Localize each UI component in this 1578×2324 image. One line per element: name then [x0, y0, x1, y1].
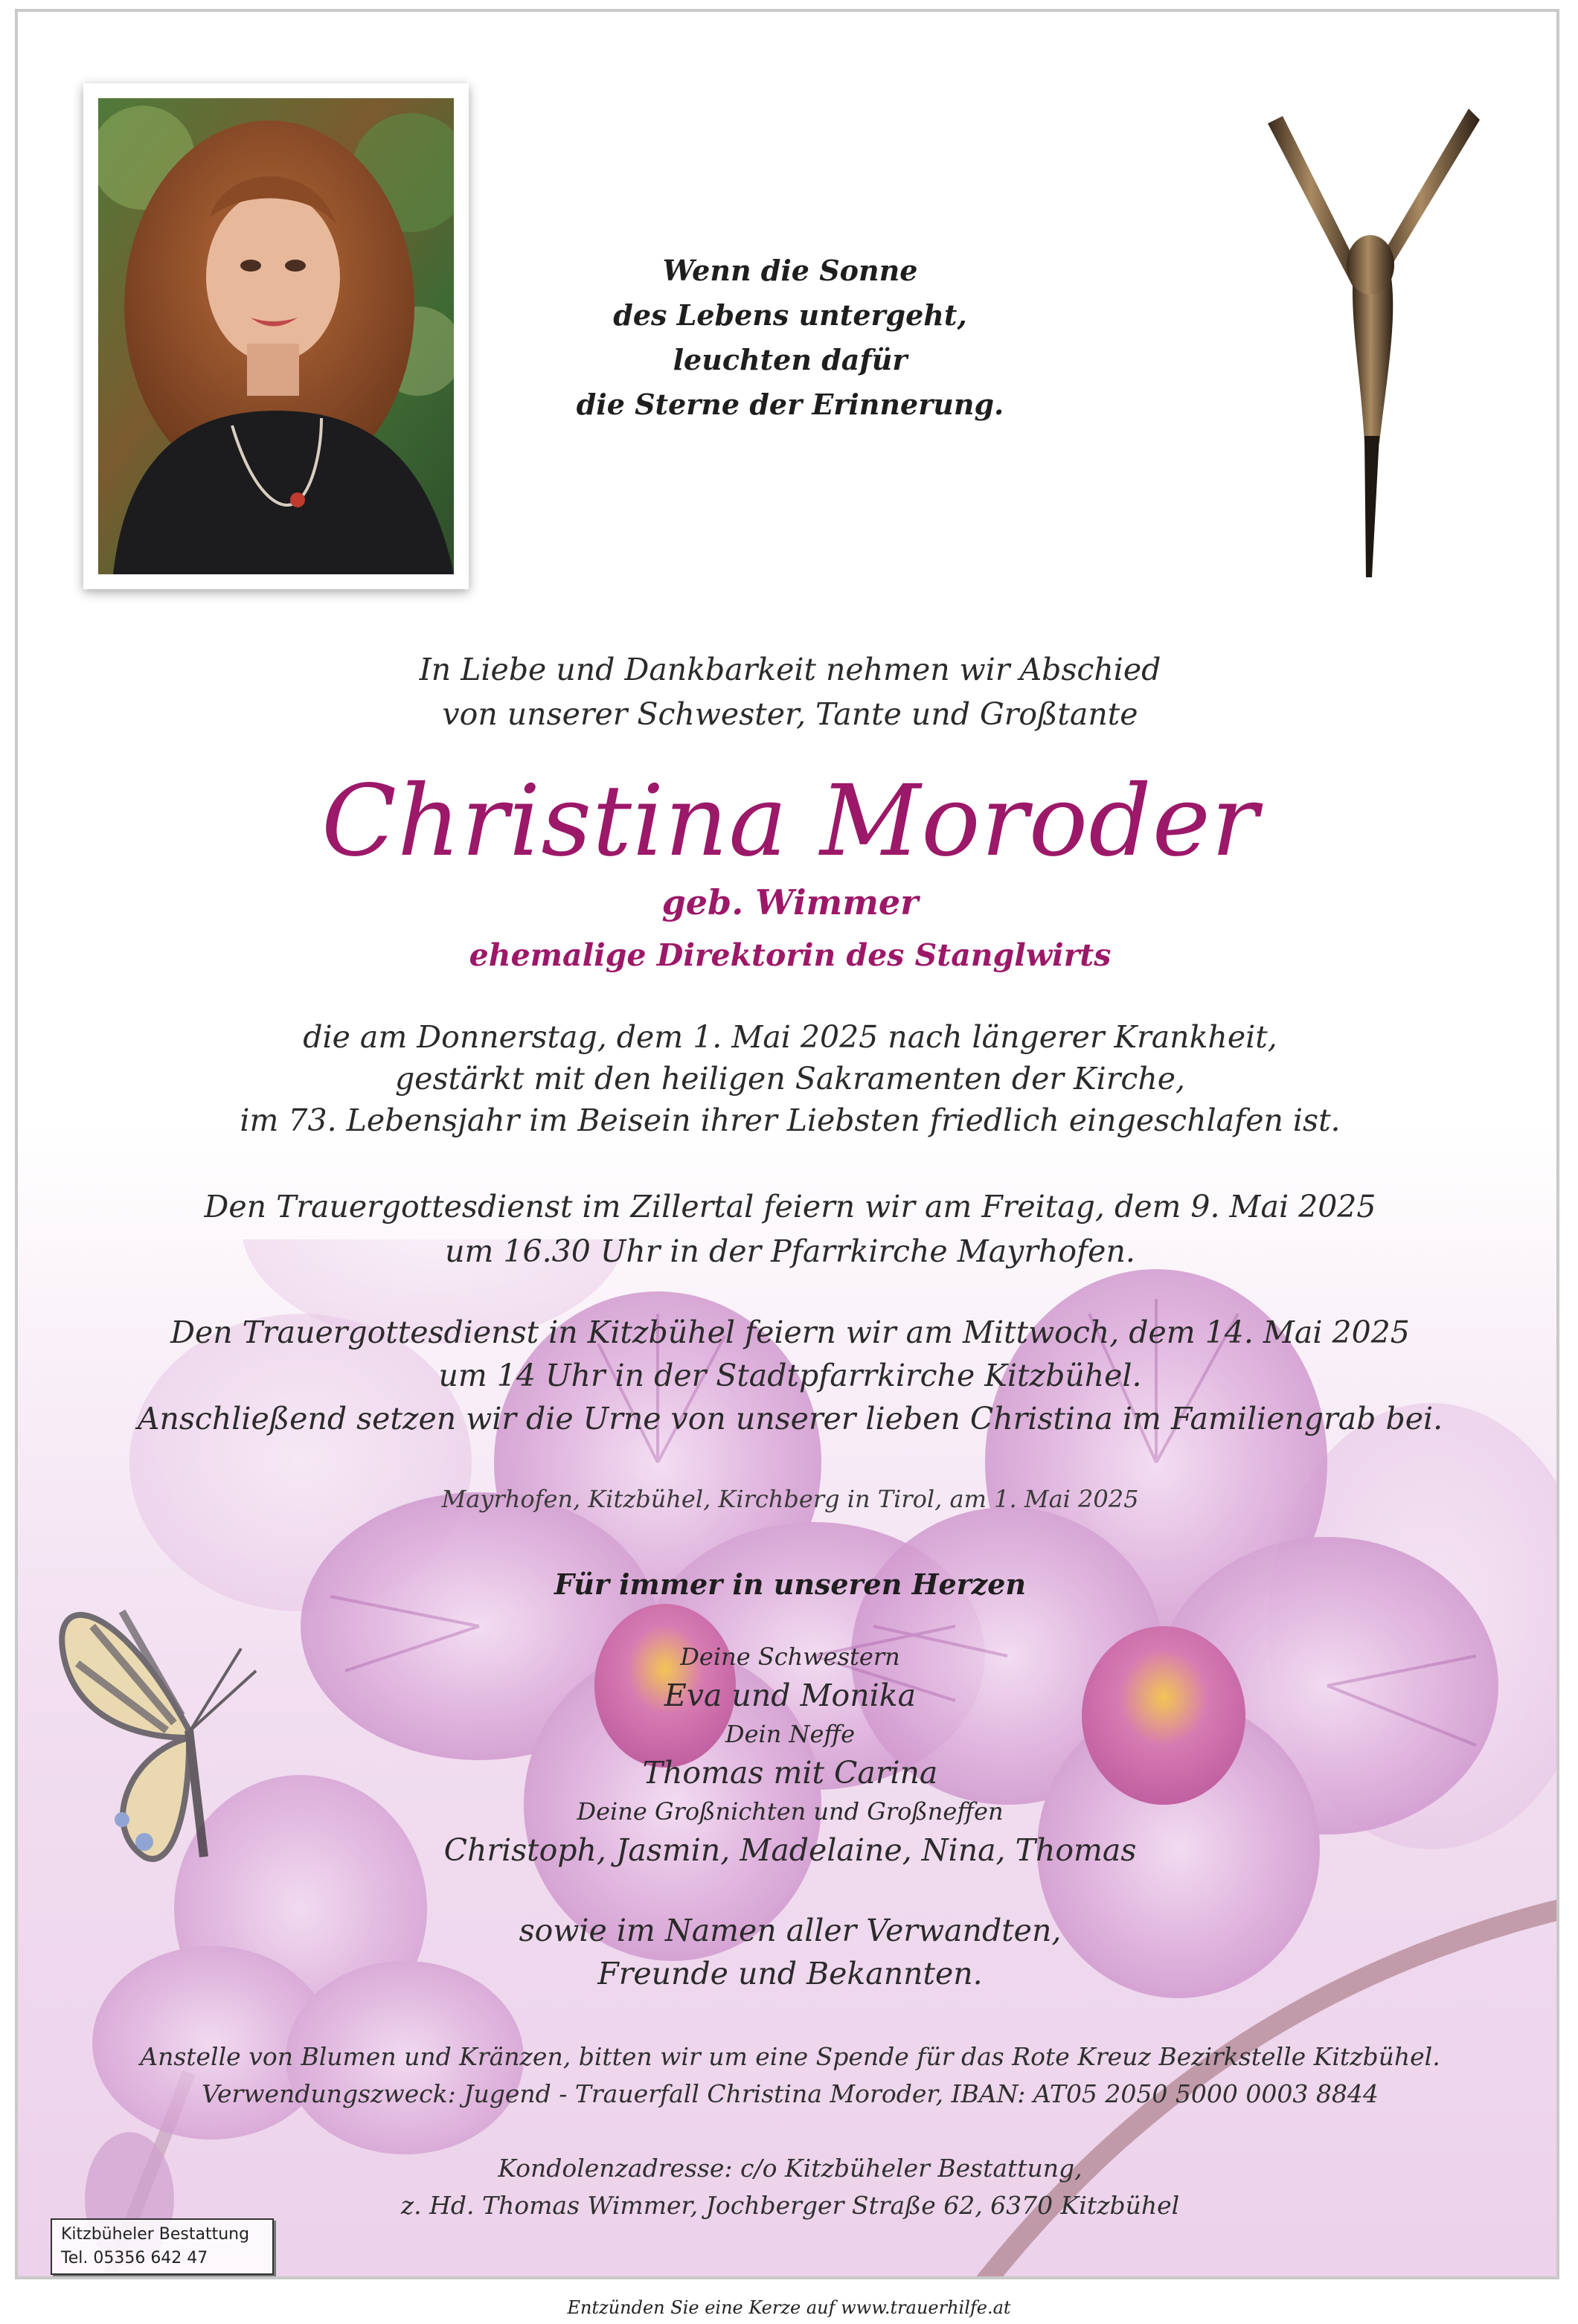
- service-line: Den Trauergottesdienst in Kitzbühel feiern wir am Mittwoch, dem 14. Mai 2025: [170, 1315, 1410, 1350]
- donation-line: Anstelle von Blumen und Kränzen, bitten wir um eine Spende für das Rote Kreuz Bezirkstelle Kitzbühel.: [140, 2042, 1440, 2071]
- poem-line: die Sterne der Erinnerung.: [576, 388, 1004, 421]
- deceased-role: ehemalige Direktorin des Stanglwirts: [469, 937, 1112, 973]
- donation-note: [18, 2038, 1559, 2113]
- poem-line: leuchten dafür: [673, 343, 908, 376]
- condolence-line: Kondolenzadresse: c/o Kitzbüheler Bestattung,: [498, 2154, 1083, 2183]
- condolence-line: z. Hd. Thomas Wimmer, Jochberger Straße 62, 6370 Kitzbühel: [400, 2191, 1180, 2220]
- poem-line: des Lebens untergeht,: [613, 298, 967, 332]
- service-line: Den Trauergottesdienst im Zillertal feiern wir am Freitag, dem 9. Mai 2025: [204, 1189, 1376, 1224]
- death-line: im 73. Lebensjahr im Beisein ihrer Liebsten friedlich eingeschlafen ist.: [240, 1102, 1341, 1138]
- mourner-label: Deine Schwestern: [680, 1643, 900, 1671]
- relatives-line: Freunde und Bekannten.: [597, 1956, 983, 1991]
- funeral-home-name: Kitzbüheler Bestattung: [61, 2225, 250, 2244]
- service-zillertal: [18, 1184, 1559, 1274]
- mourner-label: Deine Großnichten und Großneffen: [577, 1797, 1004, 1826]
- relatives-line: sowie im Namen aller Verwandten,: [519, 1913, 1062, 1948]
- service-line: um 16.30 Uhr in der Pfarrkirche Mayrhofen.: [445, 1233, 1135, 1269]
- mourner-label: Dein Neffe: [725, 1720, 856, 1748]
- mourner-names: Thomas mit Carina: [642, 1755, 938, 1791]
- death-line: die am Donnerstag, dem 1. Mai 2025 nach längerer Krankheit,: [303, 1019, 1277, 1055]
- relatives-note: [18, 1909, 1559, 1995]
- service-line: um 14 Uhr in der Stadtpfarrkirche Kitzbühel.: [438, 1358, 1142, 1393]
- service-line: Anschließend setzen wir die Urne von unserer lieben Christina im Familiengrab bei.: [137, 1401, 1443, 1437]
- farewell-intro: [18, 647, 1559, 736]
- death-notice: [18, 1016, 1559, 1141]
- death-line: gestärkt mit den heiligen Sakramenten der Kirche,: [394, 1061, 1186, 1097]
- donation-line: Verwendungszweck: Jugend - Trauerfall Christina Moroder, IBAN: AT05 2050 5000 0003 8844: [202, 2079, 1379, 2108]
- poem: [18, 248, 1559, 427]
- condolence-address: [18, 2150, 1559, 2224]
- funeral-home-box: [51, 2218, 274, 2275]
- place-date: Mayrhofen, Kitzbühel, Kirchberg in Tirol, am 1. Mai 2025: [441, 1485, 1139, 1513]
- deceased-name: Christina Moroder: [321, 764, 1259, 879]
- intro-line: In Liebe und Dankbarkeit nehmen wir Abschied: [419, 652, 1161, 687]
- funeral-home-phone: Tel. 05356 642 47: [61, 2249, 208, 2267]
- intro-line: von unserer Schwester, Tante und Großtante: [442, 696, 1138, 732]
- poem-line: Wenn die Sonne: [662, 254, 918, 287]
- mourner-names: Christoph, Jasmin, Madelaine, Nina, Thomas: [443, 1832, 1137, 1868]
- maiden-name: geb. Wimmer: [661, 882, 919, 922]
- footer-candle-link[interactable]: Entzünden Sie eine Kerze auf www.trauerhilfe.at: [567, 2297, 1011, 2318]
- service-kitzbuehel: [18, 1311, 1559, 1440]
- obituary-card: [15, 9, 1559, 2279]
- motto: Für immer in unseren Herzen: [554, 1567, 1027, 1601]
- mourners-list: [18, 1640, 1559, 1872]
- mourner-names: Eva und Monika: [664, 1678, 917, 1713]
